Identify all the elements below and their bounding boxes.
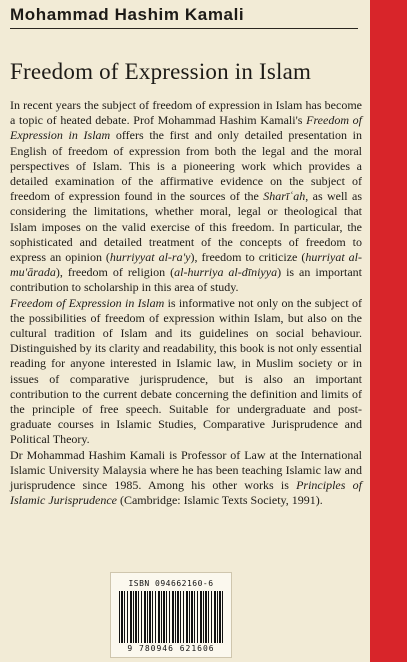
blurb-italic: Freedom of Expression in Islam [10, 113, 362, 143]
blurb-text: ), freedom to criticize ( [190, 250, 306, 265]
blurb-paragraph-2 [10, 296, 362, 448]
blurb-italic: hurriyyat al-ra'y [109, 250, 191, 265]
blurb-text: ) is an important contribution to scholarship in this area of study. [10, 265, 363, 295]
blurb-italic: Sharīʿah [263, 189, 306, 204]
isbn-text: ISBN 094662160-6 [128, 579, 214, 588]
blurb-italic: hurriyat al-mu'ārada [10, 250, 362, 280]
blurb-italic: Principles of Islamic Jurisprudence [10, 478, 362, 508]
blurb-text: In recent years the subject of freedom of expression in Islam has become a topic of heated debate. Prof Mohammad Hashim Kamali's [10, 98, 362, 128]
red-spine-band [370, 0, 407, 662]
blurb-paragraph-3 [10, 448, 362, 509]
blurb-italic: al-hurriya al-dīniyya [174, 265, 278, 280]
title-rule [10, 28, 358, 29]
barcode-digits: 9 780946 621606 [127, 644, 215, 653]
book-title: Freedom of Expression in Islam [10, 59, 312, 84]
author-name: Mohammad Hashim Kamali [10, 5, 245, 24]
blurb-text: ), freedom of religion ( [55, 265, 175, 280]
blurb-text: is informative not only on the subject of the possibilities of freedom of expression within Islam, but also on the cultural tradition of Islam and its guidelines on social behaviour. Distinguished by its clarity and readability, this book is not only essential reading for anyone interested in Islamic law, in Muslim society or in issues of comparative jurisprudence, but is also an important contribution to the current debate concerning the definition and limits of the principle of free speech. Suitable for undergraduate and post-graduate courses in Islamic Studies, Comparative Jurisprudence and Political Theory. [10, 295, 362, 447]
blurb-text: Dr Mohammad Hashim Kamali is Professor of Law at the International Islamic University Malaysia where he has been teaching Islamic law and jurisprudence since 1985. Among his other works is [10, 447, 362, 493]
barcode-label [110, 572, 232, 658]
blurb-italic: Freedom of Expression in Islam [10, 295, 165, 310]
blurb-text: , as well as considering the limitations, whether moral, legal or theological that Islam imposes on the valid exercise of this freedom. In particular, the sophisticated and detailed treatment of the concepts of freedom to express an opinion ( [10, 189, 363, 265]
barcode-icon [119, 591, 223, 643]
blurb-text: (Cambridge: Islamic Texts Society, 1991). [116, 493, 323, 508]
back-cover-blurb [10, 98, 362, 508]
blurb-text: offers the first and only detailed presentation in English of freedom of expression from both the legal and the moral perspectives of Islam. This is a pioneering work which provides a detailed examination of the affirmative evidence on the subject of freedom of expression found in the sources of the [10, 128, 362, 204]
blurb-paragraph-1 [10, 98, 362, 296]
